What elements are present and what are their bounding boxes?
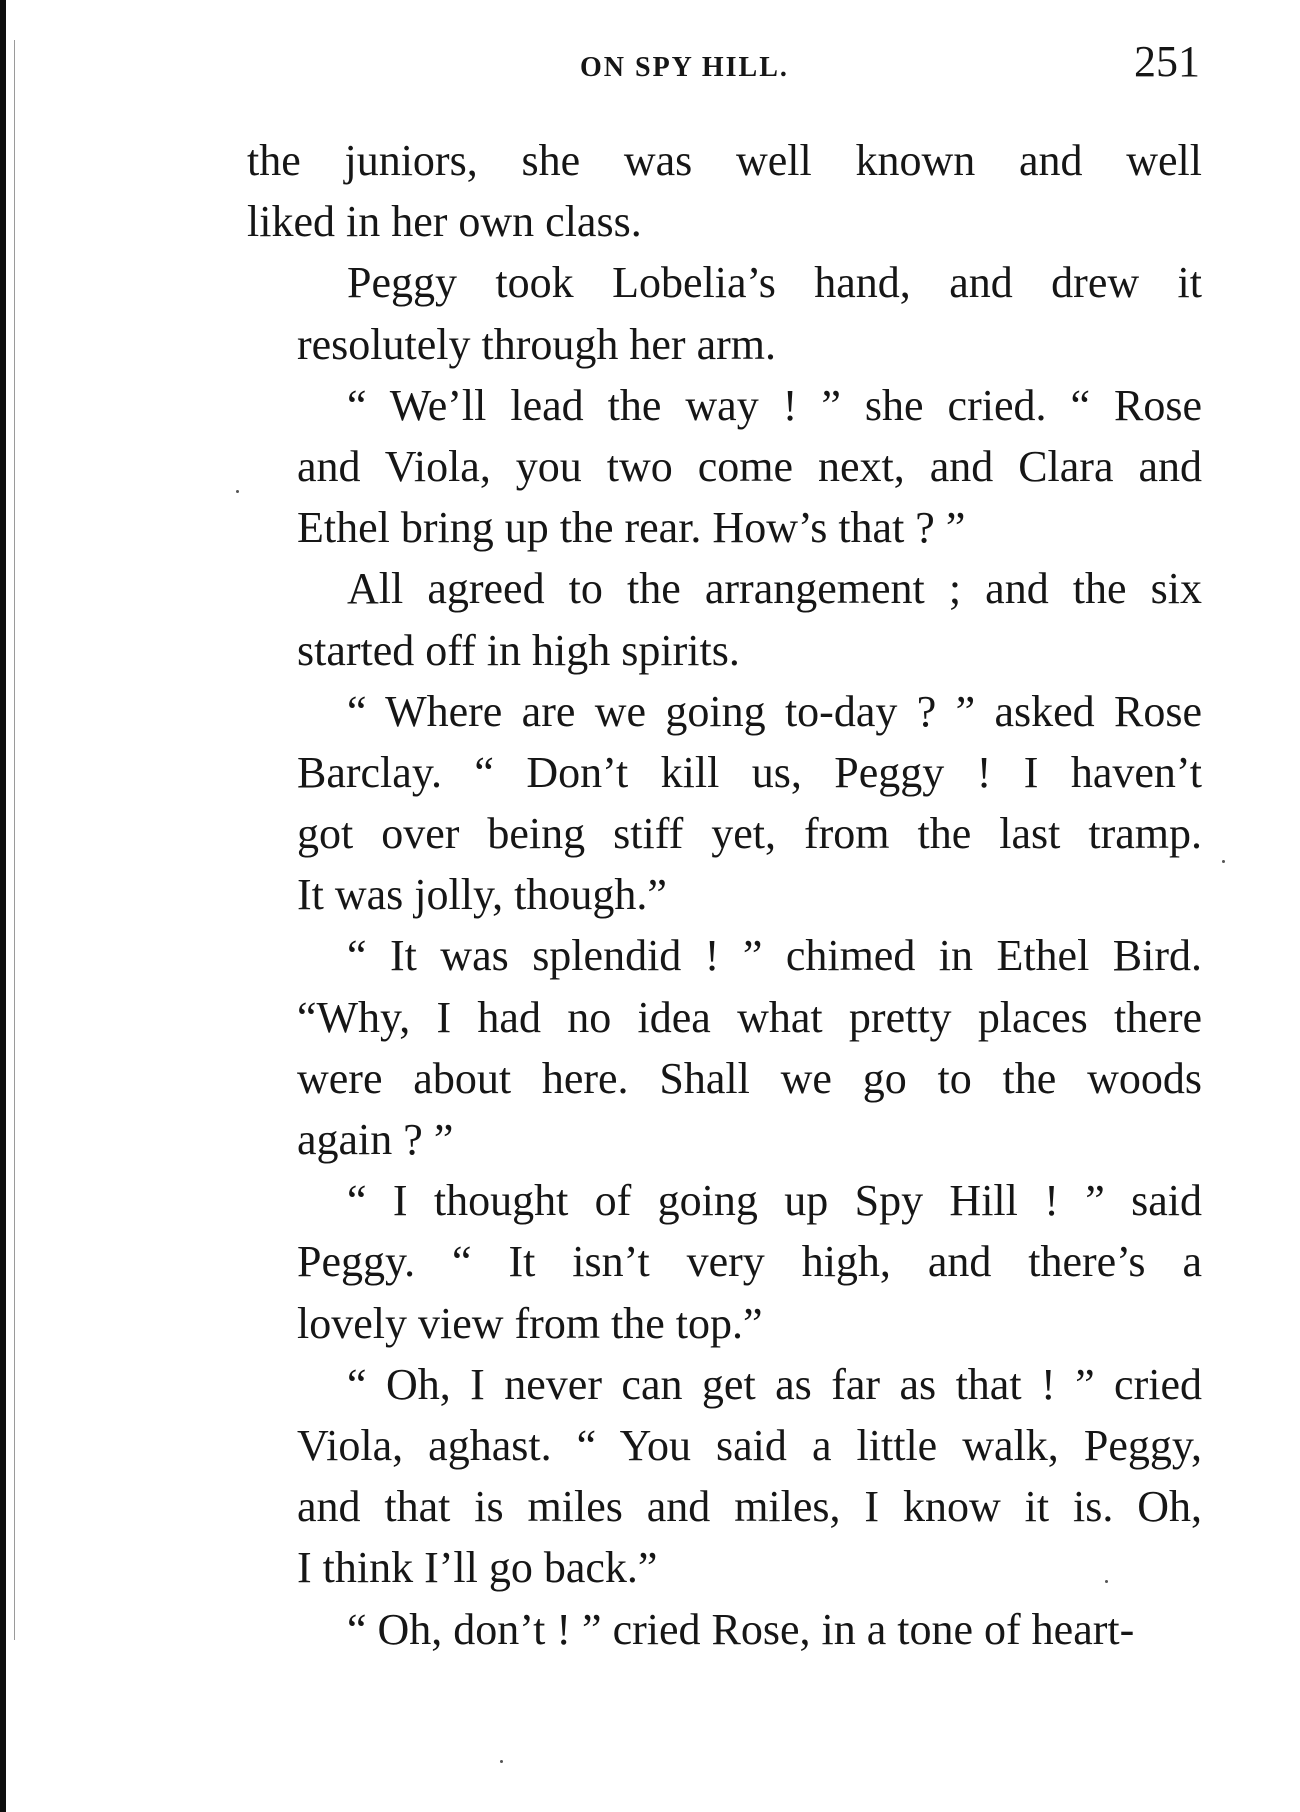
text-line: resolutely through her arm. <box>297 319 776 369</box>
page-binding-edge <box>0 0 6 1812</box>
paragraph <box>247 681 1202 926</box>
page-header <box>250 36 1200 96</box>
paragraph <box>247 925 1202 1170</box>
text-line: Barclay. “ Don’t kill us, Peggy ! I haven’t <box>297 747 1202 797</box>
paragraph <box>247 130 1202 252</box>
text-line: Peggy. “ It isn’t very high, and there’s a <box>297 1237 1202 1287</box>
text-line: lovely view from the top.” <box>297 1298 763 1348</box>
print-speck <box>1222 860 1225 863</box>
print-speck <box>236 490 239 493</box>
text-line: “Why, I had no idea what pretty places there <box>297 992 1202 1042</box>
text-line: “ It was splendid ! ” chimed in Ethel Bird. <box>347 931 1202 981</box>
text-line: and Viola, you two come next, and Clara and <box>297 441 1202 491</box>
text-line: were about here. Shall we go to the woods <box>297 1053 1202 1103</box>
print-speck <box>1105 1580 1108 1583</box>
paragraph <box>247 1170 1202 1354</box>
text-line: Peggy took Lobelia’s hand, and drew it <box>347 258 1202 308</box>
text-line: “ Where are we going to-day ? ” asked Rose <box>347 686 1202 736</box>
text-line: the juniors, she was well known and well <box>247 136 1202 185</box>
text-line: All agreed to the arrangement ; and the six <box>347 564 1202 614</box>
text-line: again ? ” <box>297 1115 454 1164</box>
page-number: 251 <box>1134 37 1200 86</box>
text-line: “ Oh, don’t ! ” cried Rose, in a tone of heart- <box>347 1604 1135 1654</box>
paragraph <box>247 375 1202 559</box>
text-line: liked in her own class. <box>247 197 642 247</box>
text-line: “ We’ll lead the way ! ” she cried. “ Rose <box>347 380 1202 430</box>
page-binding-line <box>14 40 15 1640</box>
paragraph <box>247 252 1202 374</box>
text-line: Viola, aghast. “ You said a little walk, Peggy, <box>297 1420 1202 1470</box>
text-line: got over being stiff yet, from the last tramp. <box>297 809 1202 859</box>
running-title: ON SPY HILL. <box>580 52 789 83</box>
paragraph <box>247 1599 1202 1660</box>
text-line: “ Oh, I never can get as far as that ! ” cried <box>347 1359 1202 1409</box>
paragraph <box>247 1354 1202 1599</box>
text-line: It was jolly, though.” <box>297 870 667 920</box>
paragraph <box>247 558 1202 680</box>
text-line: started off in high spirits. <box>297 625 740 675</box>
body-text <box>247 130 1202 1660</box>
text-line: “ I thought of going up Spy Hill ! ” said <box>347 1176 1202 1226</box>
text-line: I think I’ll go back.” <box>297 1543 658 1593</box>
text-line: Ethel bring up the rear. How’s that ? ” <box>297 503 966 553</box>
print-speck <box>500 1760 503 1763</box>
text-line: and that is miles and miles, I know it is. Oh, <box>297 1482 1202 1532</box>
